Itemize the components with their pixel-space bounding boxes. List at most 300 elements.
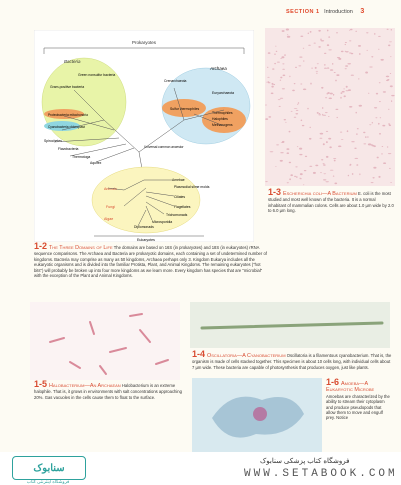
cell-dot xyxy=(340,132,342,133)
cell-dot xyxy=(328,36,330,37)
cell-dot xyxy=(388,123,390,124)
euk-item: Diplomonads xyxy=(134,225,154,229)
cell-dot xyxy=(330,170,334,171)
cell-dot xyxy=(323,179,326,180)
three-domains-diagram xyxy=(34,30,254,242)
cell-dot xyxy=(279,106,281,107)
caption-1-5 xyxy=(34,379,184,400)
cell-dot xyxy=(326,141,328,143)
cell-dot xyxy=(295,113,298,114)
cell-dot xyxy=(334,183,337,185)
cell-dot xyxy=(317,112,319,114)
cell-dot xyxy=(309,138,312,140)
cell-dot xyxy=(368,93,369,94)
cell-dot xyxy=(282,63,284,64)
euk-item: Plasmodial slime molds xyxy=(174,185,210,189)
halobacterium-photo xyxy=(30,302,180,380)
cell-dot xyxy=(387,29,389,30)
cell-dot xyxy=(287,152,290,154)
cell-dot xyxy=(324,64,326,65)
cell-dot xyxy=(386,76,389,78)
footer-persian-line: فروشگاه کتاب پزشکی سنابوک xyxy=(260,458,350,465)
cell-dot xyxy=(365,136,367,138)
cell-dot xyxy=(391,95,394,96)
caption-title: Oscillatoria—A Cyanobacterium xyxy=(207,353,286,359)
cell-dot xyxy=(340,97,341,99)
cell-dot xyxy=(273,84,275,85)
arch-item: Methanogens xyxy=(212,123,233,127)
arch-item: Halophiles xyxy=(212,117,228,121)
amoeba-photo xyxy=(192,378,322,452)
arch-item: Thermophiles xyxy=(212,111,233,115)
cell-dot xyxy=(309,166,312,167)
cell-dot xyxy=(359,105,362,107)
cell-dot xyxy=(334,160,336,162)
cell-dot xyxy=(347,130,349,132)
cell-dot xyxy=(282,30,285,32)
cell-dot xyxy=(373,167,376,169)
cell-dot xyxy=(330,93,333,95)
cell-dot xyxy=(286,29,289,31)
cell-dot xyxy=(274,63,276,64)
cell-dot xyxy=(391,100,392,102)
cell-dot xyxy=(390,182,392,183)
cell-dot xyxy=(300,84,302,85)
cell-dot xyxy=(310,127,311,128)
cell-dot xyxy=(290,174,293,176)
cell-dot xyxy=(356,133,357,135)
cell-dot xyxy=(371,56,373,57)
cell-dot xyxy=(377,157,379,159)
cell-dot xyxy=(379,133,381,135)
cell-dot xyxy=(280,80,281,81)
cell-dot xyxy=(323,143,325,145)
cell-dot xyxy=(341,92,343,94)
prokaryotes-label: Prokaryotes xyxy=(131,40,157,45)
cell-dot xyxy=(333,94,334,96)
cell-dot xyxy=(387,146,388,147)
euk-item: Amebae xyxy=(172,178,185,182)
cell-dot xyxy=(379,101,381,102)
cell-dot xyxy=(298,102,299,103)
cell-dot xyxy=(323,164,326,165)
cell-dot xyxy=(388,45,390,47)
cell-dot xyxy=(383,91,386,92)
cell-dot xyxy=(338,146,341,148)
cell-dot xyxy=(265,118,268,120)
cell-dot xyxy=(289,162,291,163)
cell-dot xyxy=(327,30,329,32)
cell-dot xyxy=(313,172,316,174)
cell-dot xyxy=(329,98,332,100)
euk-item: Algae xyxy=(104,217,114,221)
cell-dot xyxy=(345,65,348,67)
cell-dot xyxy=(369,67,372,68)
cell-dot xyxy=(369,124,371,125)
page-header xyxy=(286,8,364,15)
caption-title: Escherichia coli—A Bacterium xyxy=(283,191,357,197)
cell-dot xyxy=(287,36,290,38)
cell-dot xyxy=(356,112,357,114)
caption-text: Oscillatoria is a filamentous cyanobacterium. That is, the organism is made of cells stacked together. This specimen is about 10 cells long, with individual cells about 7 µm wide. These bacteria are capable of photosynthesis that produces oxygen, just like plants. xyxy=(192,353,392,370)
cell-dot xyxy=(294,108,298,109)
bact-item: Spirochetes xyxy=(44,139,62,143)
cell-dot xyxy=(345,44,346,45)
cell-dot xyxy=(390,56,391,57)
caption-title: The Three Domains of Life xyxy=(49,245,113,251)
cell-dot xyxy=(342,91,345,93)
cell-dot xyxy=(368,143,371,145)
cell-dot xyxy=(371,182,374,183)
cell-dot xyxy=(363,143,366,144)
cell-dot xyxy=(296,176,298,178)
cell-dot xyxy=(379,82,381,83)
logo-subtitle: فروشگاه اینترنتی کتاب xyxy=(26,479,70,484)
cell-dot xyxy=(283,75,286,77)
cell-dot xyxy=(382,146,384,147)
arch-item: Euryarchaeota xyxy=(212,91,235,95)
euk-item: Fungi xyxy=(106,205,115,209)
caption-text: Amoebas are characterized by the ability to stream their cytoplasm and produce pseudopods that allow them to move and engulf prey. Notice xyxy=(326,393,390,421)
oscillatoria-photo xyxy=(190,302,390,348)
cell-dot xyxy=(268,81,270,82)
bact-item: Proteobacteria mitochondria xyxy=(48,113,88,117)
cell-dot xyxy=(345,42,347,43)
cell-dot xyxy=(330,69,333,71)
section-title: Introduction xyxy=(324,9,353,15)
cell-dot xyxy=(366,32,368,33)
cell-dot xyxy=(315,67,317,69)
cell-dot xyxy=(285,122,286,123)
cell-dot xyxy=(281,56,284,58)
caption-text: E. coli is the most studied and most well known of the bacteria. It is a normal inhabitant of mammalian colons. Cells are about 1.0 µm wide by 2.0 to 6.0 µm long. xyxy=(268,191,394,214)
cell-dot xyxy=(378,176,380,178)
cell-dot xyxy=(327,92,329,94)
cell-dot xyxy=(367,136,368,138)
caption-1-2 xyxy=(34,241,270,279)
cell-dot xyxy=(355,31,357,32)
cell-dot xyxy=(341,51,344,53)
cell-dot xyxy=(321,159,323,160)
cell-dot xyxy=(297,146,298,147)
cell-dot xyxy=(372,145,375,147)
cell-dot xyxy=(325,97,327,98)
cell-dot xyxy=(374,107,377,108)
cell-dot xyxy=(284,119,286,120)
archaea-label: Archaea xyxy=(210,66,227,71)
euk-item: Animals xyxy=(104,187,117,191)
cell-dot xyxy=(359,173,360,175)
cell-dot xyxy=(390,73,391,74)
cell-dot xyxy=(303,60,304,62)
cell-dot xyxy=(329,146,332,148)
cell-dot xyxy=(376,93,378,95)
eukarya-domain xyxy=(92,167,200,233)
cell-dot xyxy=(344,95,346,97)
cell-dot xyxy=(366,50,368,51)
cell-dot xyxy=(304,170,307,171)
cell-dot xyxy=(352,173,354,175)
cell-dot xyxy=(386,80,389,81)
cell-dot xyxy=(294,176,296,177)
cell-dot xyxy=(265,181,268,182)
cell-dot xyxy=(378,123,380,125)
cell-dot xyxy=(354,148,356,149)
cell-dot xyxy=(280,152,283,153)
cell-dot xyxy=(289,76,290,78)
cell-dot xyxy=(343,88,344,89)
cell-dot xyxy=(332,63,333,65)
cell-dot xyxy=(324,68,327,69)
cell-dot xyxy=(388,153,391,154)
cell-dot xyxy=(275,166,276,167)
cell-dot xyxy=(326,131,328,132)
bact-item: Green nonsulfur bacteria xyxy=(78,73,116,77)
caption-1-6 xyxy=(326,377,392,421)
bact-item: Gram-positive bacteria xyxy=(50,85,85,89)
cell-dot xyxy=(350,29,352,30)
cell-dot xyxy=(294,83,296,84)
cell-dot xyxy=(388,109,389,110)
bacteria-domain xyxy=(42,58,126,146)
cell-dot xyxy=(294,117,297,118)
euk-item: Ciliates xyxy=(174,195,186,199)
cell-dot xyxy=(334,72,336,73)
cell-dot xyxy=(318,114,321,115)
cell-dot xyxy=(299,154,302,155)
cell-dot xyxy=(299,57,302,58)
cell-dot xyxy=(303,184,304,185)
cell-dot xyxy=(349,165,351,166)
caption-number: 1-5 xyxy=(34,379,48,389)
cell-dot xyxy=(318,30,321,32)
cell-dot xyxy=(373,177,375,178)
cell-dot xyxy=(381,59,384,61)
euk-item: Trichomonads xyxy=(166,213,188,217)
cell-dot xyxy=(315,165,318,167)
cell-dot xyxy=(272,68,274,69)
cell-dot xyxy=(270,151,274,152)
bact-item: Thermotoga xyxy=(72,155,91,159)
cell-dot xyxy=(341,139,344,140)
cell-dot xyxy=(282,88,285,89)
caption-number: 1-4 xyxy=(192,349,206,359)
cell-dot xyxy=(308,45,311,46)
cell-dot xyxy=(286,148,289,150)
cell-dot xyxy=(280,160,283,162)
cell-dot xyxy=(271,93,274,95)
cell-dot xyxy=(345,68,347,69)
cell-dot xyxy=(382,125,385,127)
cell-dot xyxy=(326,181,329,182)
cell-dot xyxy=(284,54,286,55)
caption-number: 1-6 xyxy=(326,377,340,387)
cell-dot xyxy=(390,85,393,87)
cell-dot xyxy=(302,125,305,126)
logo-text: سنابوک xyxy=(33,462,65,474)
cell-dot xyxy=(267,77,270,78)
euk-item: Microsporidia xyxy=(152,220,173,224)
cell-dot xyxy=(338,58,341,60)
caption-number: 1-2 xyxy=(34,241,48,251)
cell-dot xyxy=(316,71,319,72)
cell-dot xyxy=(374,33,375,35)
cell-dot xyxy=(323,173,326,174)
cell-dot xyxy=(335,80,337,82)
cell-dot xyxy=(346,86,348,88)
cell-dot xyxy=(326,156,329,158)
cell-dot xyxy=(320,172,322,173)
cell-dot xyxy=(271,86,273,88)
footer-url: WWW.SETABOOK.COM xyxy=(244,468,398,480)
arch-item: Crenarchaeota xyxy=(164,79,187,83)
cell-dot xyxy=(349,106,352,108)
cell-dot xyxy=(327,44,329,46)
cell-dot xyxy=(325,112,328,113)
eukaryotes-label: Eukaryotes xyxy=(137,238,155,242)
cell-dot xyxy=(358,45,361,47)
cell-dot xyxy=(301,120,303,122)
cell-dot xyxy=(267,67,268,68)
cell-dot xyxy=(378,36,381,37)
cell-dot xyxy=(359,53,361,55)
cell-dot xyxy=(333,158,336,159)
root-label: Universal common ancestor xyxy=(144,145,184,149)
cell-dot xyxy=(297,104,298,105)
cell-dot xyxy=(336,74,339,76)
caption-text: The domains are based on 16S (in prokaryotes) and 18S (in eukaryotes) rRNA sequence comparisons. The Archaea and Bacteria are prokaryotic domains, each containing a set of undetermined number of kingdoms. Bacteria may comprise as many as 50 kingdoms, Archaea perhaps only 3. Kingdom Eukarya includes all the eukaryotic organisms and is divided into the familiar Protista, Plant, and Animal Kingdoms. The remaining eukaryotes ("hot bits") will probably be broken up into four more kingdoms as we learn more. Every kingdom has species that are "microbial" with the exception of the Plant and Animal Kingdoms. xyxy=(34,245,267,279)
cell-dot xyxy=(391,29,392,31)
setabook-logo xyxy=(12,456,86,480)
cell-dot xyxy=(319,138,322,139)
cell-dot xyxy=(319,113,321,114)
cell-dot xyxy=(296,110,299,111)
cell-dot xyxy=(310,83,311,85)
cell-dot xyxy=(291,111,293,112)
cell-dot xyxy=(316,73,317,74)
caption-title: Halobacterium—An Archaean xyxy=(49,383,121,389)
cell-dot xyxy=(335,109,338,110)
cell-dot xyxy=(298,65,301,66)
cell-dot xyxy=(324,53,326,54)
cell-dot xyxy=(328,138,331,140)
cell-dot xyxy=(320,133,324,135)
cell-dot xyxy=(311,68,313,69)
cell-dot xyxy=(268,116,271,118)
cell-dot xyxy=(356,164,358,166)
cell-dot xyxy=(336,32,338,33)
cell-dot xyxy=(292,90,295,92)
cell-dot xyxy=(349,53,352,54)
cell-dot xyxy=(272,83,274,85)
cell-dot xyxy=(299,148,302,150)
cell-dot xyxy=(321,87,323,89)
cell-dot xyxy=(327,67,329,68)
cell-dot xyxy=(328,49,331,50)
cell-dot xyxy=(280,98,283,99)
caption-title: Amoeba—A Eukaryotic Microbe xyxy=(326,381,375,394)
cell-dot xyxy=(280,77,282,79)
cell-dot xyxy=(300,173,303,175)
cell-dot xyxy=(282,69,285,70)
cell-dot xyxy=(300,36,303,37)
cell-dot xyxy=(303,48,304,49)
bact-item: Aquifex xyxy=(90,161,102,165)
bact-item: Flavobacteria xyxy=(58,147,79,151)
cell-dot xyxy=(389,42,392,43)
bact-item: Cyanobacteria chloroplast xyxy=(48,125,85,129)
cell-dot xyxy=(310,31,312,33)
cell-dot xyxy=(305,156,307,157)
cell-dot xyxy=(282,141,285,143)
cell-dot xyxy=(314,43,316,44)
cell-dot xyxy=(348,175,349,177)
cell-dot xyxy=(277,62,280,63)
cell-dot xyxy=(380,117,381,118)
cell-dot xyxy=(287,182,289,183)
section-label: SECTION 1 xyxy=(286,9,320,15)
cell-dot xyxy=(383,162,386,164)
cell-dot xyxy=(372,122,373,124)
cell-dot xyxy=(381,153,382,154)
cell-dot xyxy=(318,46,321,48)
euk-item: Flagellates xyxy=(174,205,191,209)
cell-dot xyxy=(347,63,351,64)
ecoli-photo xyxy=(265,28,395,186)
cell-dot xyxy=(357,128,359,129)
cell-dot xyxy=(322,114,323,116)
cell-dot xyxy=(333,176,334,177)
cell-dot xyxy=(345,51,346,52)
cell-dot xyxy=(300,178,302,179)
cell-dot xyxy=(287,34,288,35)
cell-dot xyxy=(295,67,297,68)
cell-dot xyxy=(355,158,359,159)
cell-dot xyxy=(289,131,291,133)
cell-dot xyxy=(378,49,379,50)
caption-1-4 xyxy=(192,349,392,370)
page-number: 3 xyxy=(360,8,365,15)
cell-dot xyxy=(276,144,279,145)
cell-dot xyxy=(346,90,349,91)
cell-dot xyxy=(365,72,368,74)
cell-dot xyxy=(280,58,282,59)
cell-dot xyxy=(278,99,281,100)
cell-dot xyxy=(363,132,365,133)
cell-dot xyxy=(276,51,278,52)
cell-dot xyxy=(317,63,319,64)
cell-dot xyxy=(303,89,306,91)
cell-dot xyxy=(389,125,391,127)
cell-dot xyxy=(275,46,277,47)
cell-dot xyxy=(322,107,323,109)
cell-dot xyxy=(268,52,271,54)
caption-text: Halobacterium is an extreme halophile. That is, it grows in environments with salt concentrations approaching 20%. Gas vacuoles in the cells cause them to float to the surface. xyxy=(34,383,182,400)
arch-item: Sulfur thermophiles xyxy=(170,107,200,111)
cell-dot xyxy=(274,53,275,55)
cell-dot xyxy=(351,75,354,76)
cell-dot xyxy=(295,166,297,167)
cell-dot xyxy=(323,163,325,164)
cell-dot xyxy=(337,117,338,118)
caption-number: 1-3 xyxy=(268,187,282,197)
caption-1-3 xyxy=(268,187,394,214)
cell-dot xyxy=(389,168,391,169)
cell-dot xyxy=(289,178,291,180)
cell-dot xyxy=(320,39,321,41)
cell-dot xyxy=(375,117,377,118)
cell-dot xyxy=(328,116,329,117)
